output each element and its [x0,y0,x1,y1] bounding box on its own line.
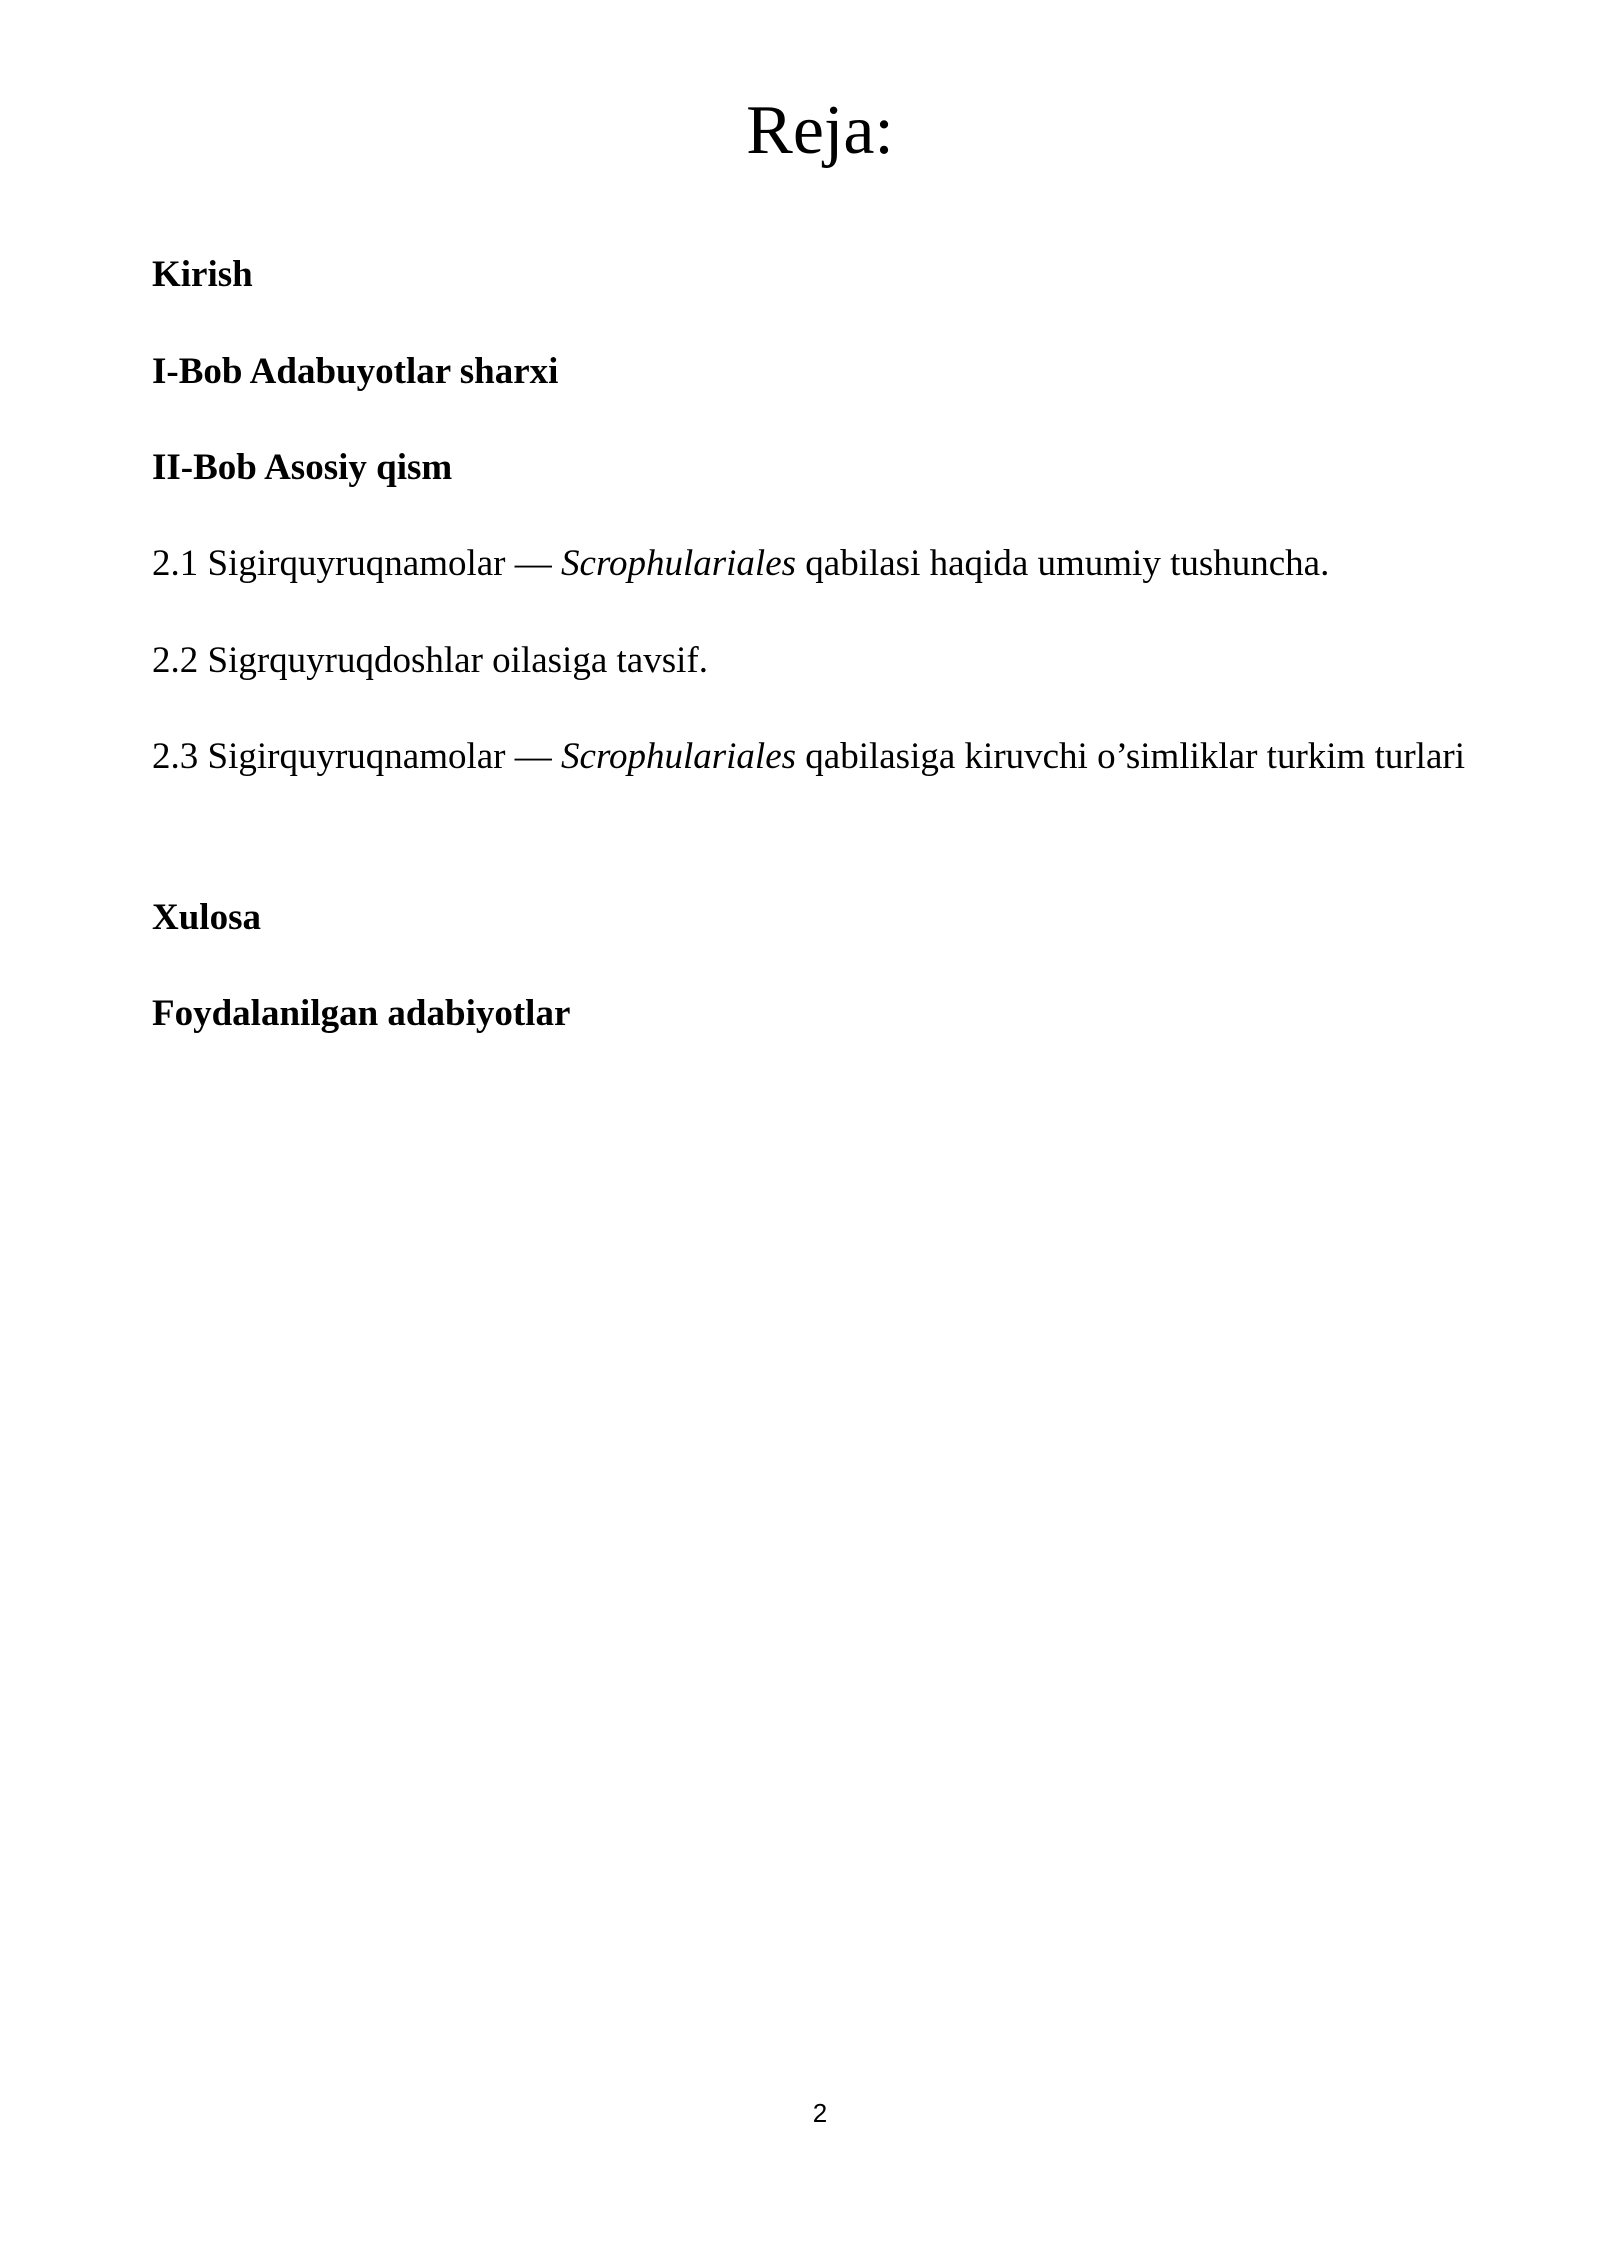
toc-chapter-1: I-Bob Adabuyotlar sharxi [152,351,559,392]
toc-section-2-1-prefix: 2.1 Sigirquyruqnamolar — [152,543,562,584]
page-number: 2 [812,2098,828,2128]
toc-section-2-1 [152,532,1488,596]
toc-section-2-3-prefix: 2.3 Sigirquyruqnamolar — [152,736,562,777]
toc-section-2-3 [152,725,1488,789]
toc-references: Foydalanilgan adabiyotlar [152,993,571,1034]
toc-section-2-2: 2.2 Sigrquyruqdoshlar oilasiga tavsif. [152,640,708,681]
toc-section-2-3-suffix: qabilasiga kiruvchi o’simliklar turkim turlari [796,736,1465,777]
toc-section-2-3-taxon: Scrophulariales [561,736,797,777]
toc-introduction: Kirish [152,254,253,295]
toc-chapter-2: II-Bob Asosiy qism [152,447,453,488]
toc-section-2-1-suffix: qabilasi haqida umumiy tushuncha. [796,543,1330,584]
page-title: Reja: [746,92,894,169]
toc-section-2-1-taxon: Scrophulariales [561,543,797,584]
toc-conclusion: Xulosa [152,897,261,938]
